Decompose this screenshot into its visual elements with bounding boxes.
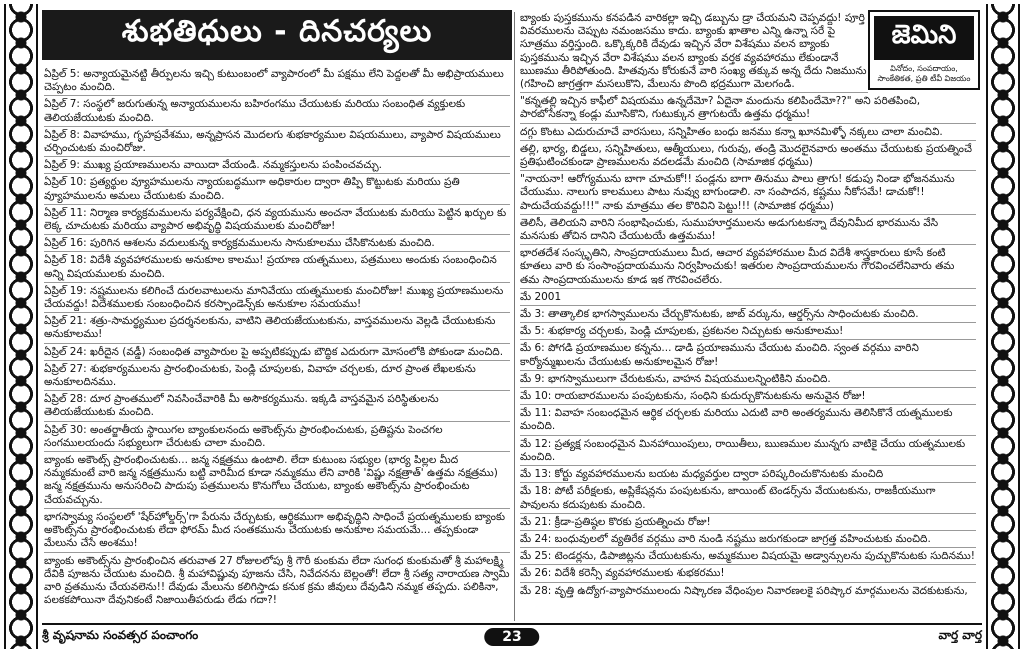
- left-decorative-border: [4, 4, 38, 649]
- entry: మే 10: రాయబారములను పంపుటకును, సంధిని కుదుర్చుకొనుటకును అనువైన రోజు!: [520, 390, 976, 405]
- logo-tagline: వినోదం, సంపదాయం, సాంకేతికత, ప్రతి టీవీ విజయం: [877, 64, 971, 83]
- entry: ఏప్రిల్ 21: శత్రు-సామర్థ్యముల ప్రదర్శనలకును, వాటిని తెలియజేయుటకును, వాస్తవములను వెల్లడి చేయుటకును అనుకూలము!: [44, 315, 510, 343]
- entry: బ్యాంకు పుస్తకమును కనపడిన వారికల్లా ఇచ్చి డబ్బును డ్రా చేయమని చెప్పవద్దు! పూర్తి వివరములను చెప్పుట నమంజసము కాదు. బ్యాంకు ఖాతాల ఎన్ని ఉన్నా సరే పై సూత్రము వర్తిస్తుంది. ఒక్కొక్కరికి దేవుడు ఇచ్చిన వేరా విశేషము వలన బ్యాంకు పుస్తకమును ఇచ్చిన వేరా విశేషము వలన బ్యాంకు వర్తక వ్యవహారము లేకుండానే ఋణము తీరిపోతుంది. హితవును కోరుకునే వారి సంఖ్య తక్కువ అన్న దేదు నిజమును (గహించి జాగ్రత్తగా మసలుకొని, మేలును పొంది భద్రముగా మెలగండి.: [520, 12, 868, 93]
- entry: ఏప్రిల్ 10: ప్రత్యర్థుల వ్యూహములను న్యాయబద్ధముగా అధికారుల ద్వారా తిప్పి కొట్టుటకు మరియు ప్రతి వ్యూహములను అమలు చేయుటకు మంచిది.: [44, 176, 510, 204]
- section-heading: మే 2001: [520, 291, 976, 306]
- entry: తల్లి, భార్య, బిడ్డలు, సన్నిహితులు, ఆత్మీయులు, గురువు, తండ్రి మొదలైనవారు అంతము చేయుటకు ప్రయత్నించే ప్రతిఘటించకుండా ప్రాణములను వదలడమే మంచిది (సామాజిక ధర్మము): [520, 143, 976, 171]
- footer-publication: శ్రీ వృషనామ సంవత్సర పంచాంగం: [42, 627, 199, 642]
- entry: ఏప్రిల్ 7: సంస్థలో జరుగుతున్న అన్యాయములను బహిరంగము చేయుటకు మరియు సంబంధిత వ్యక్తులకు తెలియజేయుటకు మంచిది.: [44, 98, 510, 126]
- entry: ఏప్రిల్ 5: అన్యాయమైనట్టి తీర్పులను ఇచ్చి కుటుంబంలో వ్యాపారంలో మీ పక్షము లేని పెద్దలతో మీ అభిప్రాయములు చెప్పటం మంచిది.: [44, 68, 510, 96]
- entry: ఏప్రిల్ 24: ఖరీదైన (వడ్డీ) సంబంధిత వ్యాపారుల పై అప్పటికప్పుడు బౌద్ధిక ఎదురుగా మోసంలోకి పోకుండా మంచిది.: [44, 346, 510, 361]
- entry: ఏప్రిల్ 30: అంతర్జాతీయ స్థాయిగల బ్యాంకులనందు అకౌంట్స్‌ను ప్రారంభించుటకు, ప్రతిష్టను పెంచగల సంగములయందు సభ్యులుగా చేరుటకు చాలా మంచిది.: [44, 424, 510, 452]
- entry: ఏప్రిల్ 16: పురిగిన ఆశలను వదులుకున్న కార్యక్రమములను సానుకూలము చేసికొనుటకు మంచిది.: [44, 237, 510, 252]
- left-column: [44, 68, 510, 610]
- entry: తెలిసీ, తెలియని వారిని సంభాషించుకు, సుముహూర్తములను అడుగుటకన్నా దేవునిమీద భారమును వేసి మనసుకు తోచిన దానిని చేయుటయే ఉత్తమము!: [520, 217, 976, 245]
- page: [42, 6, 982, 647]
- entry: భాగస్వామ్య సంస్థలలో 'షేర్‌హోల్డర్స్‌'గా పేరును చేర్చుటకు, ఆర్థికముగా అభివృద్ధిని సాధించే ప్రయత్నములకు బ్యాంకు అకౌంట్స్‌ను ప్రారంభించుటకు లేదా ఫోరమ్ మీద సంతకమును చేయుటకు అనుకూల సమయమే... తప్పకుండా మేలును చేసే అంశము!: [44, 511, 510, 553]
- entry: మే 28: వృత్తి ఉద్యోగ-వ్యాపారములందు నిష్కారణ వేధింపుల నివారణలకై పరిష్కార మార్గములను వెదకుటకును,: [520, 584, 968, 597]
- logo-brand: జెమిని: [874, 16, 974, 60]
- page-title: శుభతిధులు - దినచర్యలు: [42, 10, 512, 60]
- page-number: 23: [484, 628, 539, 646]
- entry: మే 3: తాత్కాలిక భాగస్వాములను చేర్చుకొనుటకు, జాబ్ వర్కును, ఆర్డర్స్‌ను సాధించుటకు మంచిది.: [520, 308, 976, 323]
- entry: మే 25: టెండర్లను, డిపాజిట్లను చేయుటకును, అమ్మకముల విషయమై అడ్వాన్సులను పుచ్చుకొనుటకు సుదినము!: [520, 550, 976, 565]
- entry: "నాయనా! ఆరోగ్యమును బాగా చూచుకో!! పండ్లను బాగా తినుము పాలు త్రాగు! కడుపు నిండా భోజనమును చేయుము. నాలుగు కాలములు పాటు నువ్వు బాగుండాలి. నా సంపాదన, కష్టము నీకోసమే! డాచుకో!! పాదుచేయవద్దు!!!" నాకు మాత్రము తల కొరివిని పెట్టు!!! (సామాజిక ధర్మము): [520, 173, 976, 215]
- entry: ఏప్రిల్ 28: దూర ప్రాంతములో నివసించేవారికి మీ అసౌకర్యమును. ఇక్కడి వాస్తవమైన పరిస్థితులను తెలియజేయుటకు మంచిది.: [44, 393, 510, 421]
- footer-brand: వార్త వార్త: [938, 627, 982, 642]
- entry: భారతదేశ సంస్కృతిని, సాంప్రదాయములు మీద, ఆచార వ్యవహారముల మీద విదేశీ శాస్త్రకారులు కూసే కంటి కూతలు వారి కు సంసాంప్రదాయమును నిర్వహించుకు! ఇతరుల సాంప్రదాయములను గౌరవించలేనివారు తమ తమ సాంప్రదాయములను కూడ ఇక గౌరవించలేరు.: [520, 247, 976, 289]
- entry: మే 11: వివాహ సంబంధమైన ఆర్థిక చర్చలకు మరియు ఎదుటి వారి అంతర్యమును తెలిసికొనే యత్నములకు మంచిది.: [520, 407, 976, 435]
- entry: మే 21: క్రీడా-ప్రతిష్ఠల కొరకు ప్రయత్నించు రోజు!: [520, 516, 976, 531]
- entry: దగ్గు కొంటు ఎదురుచూచే వారసులు, సన్నిహితం బంధు జనము కన్నా ఖూనమిళ్ళో నక్కలు చాలా మంచివి.: [520, 126, 976, 141]
- entry: మే 13: కోర్టు వ్యవహారములను బయట మధ్యవర్తుల ద్వారా పరిష్కరించుకొనుటకు మంచిది: [520, 468, 976, 483]
- entry: ఏప్రిల్ 19: నష్టములను కలిగించే దురలవాటులను మానివేయు యత్నములకు మంచిరోజు! ముఖ్య ప్రయాణములను చేయవద్దు! విదేశములకు సంబంధించిన కరస్పాండెన్స్‌కు అనుకూల సమయము!: [44, 285, 510, 313]
- entry: మే 5: శుభకార్య చర్చలకు, పెండ్లి చూపులకు, ప్రకటనల నిచ్చుటకు అనుకూలము!: [520, 325, 976, 340]
- entry: ఏప్రిల్ 9: ముఖ్య ప్రయాణములను వాయిదా వేయండి. నమ్మకస్తులను పంపించవచ్చు.: [44, 159, 510, 174]
- entry: మే 12: ప్రత్యక్ష సంబంధమైన మినహాయింపులు, రాయితీలు, ఋణముల మున్నగు వాటికై చేయు యత్నములకు మంచిది.: [520, 438, 976, 466]
- entry: ఏప్రిల్ 8: వివాహము, గృహప్రవేశము, అన్నప్రాసన మొదలగు శుభకార్యముల విషయములు, వ్యాపార విషయములు చర్చించుటకు మంచిరోజు.: [44, 129, 510, 157]
- entry: మే 26: విదేశీ కరెన్సీ వ్యవహారములకు శుభకరము!: [520, 567, 976, 582]
- entry: మే 9: భాగస్వాములుగా చేరుటకును, వాహన విషయములన్నింటికిని మంచిది.: [520, 373, 976, 388]
- right-decorative-border: [986, 4, 1020, 649]
- entry: మే 24: బంధువులలో వ్యతిరేక వర్గము వారి నుండి నష్టము జరుగకుండా జాగ్రత్త వహించుటకు మంచిది.: [520, 533, 976, 548]
- column-divider: [514, 12, 515, 621]
- entry: ఏప్రిల్ 18: విదేశీ వ్యవహారములకు అనుకూల కాలము! ప్రయాణ యత్నములు, పత్రములు అందుకు సంబంధించిన అన్ని విషయములకు మంచిది.: [44, 254, 510, 282]
- footer: [42, 623, 982, 647]
- entry: మే 18: పోటీ పరీక్షలకు, అప్లికేషన్లను పంపుటకును, జాయింట్ టెండర్స్‌ను వేయుటకును, రాజకీయముగా పావులను కదుపుటకు మంచిది.: [520, 485, 976, 513]
- entry: "కన్నతల్లి ఇచ్చిన కాఫీలో విషయము ఉన్నదేమో? ఏదైనా మందును కలిపిందేమో??" అని పరితపించి, పారబోసేకన్నా కండ్లు మూసికొని, గుటుక్కున త్రాగుటయే ఉత్తమ ధర్మము!: [520, 95, 976, 123]
- right-column: [520, 12, 976, 601]
- entry: ఏప్రిల్ 11: నిర్మాణ కార్యక్రమములను పర్యవేక్షించి, ధన వ్యయమును అంచనా వేయుటకు మరియు పెట్టిన ఖర్చుల కు లెక్క చూచుటకు మరియు వ్యాపార అభివృద్ధి విషయములకు మంచిరోజు!: [44, 207, 510, 235]
- entry: బ్యాంకు అకౌంట్స్‌ను ప్రారంభించిన తరువాత 27 రోజులలోపు శ్రీ గౌరీ కుంకుమ లేదా సుగంధ కుంకుమతో శ్రీ మహాలక్ష్మి దేవికి పూజను చేయుట మంచిది. శ్రీ మహావిష్ణువు పూజను చేసి, నివేదనను బెల్లంతో! లేదా శ్రీ సత్య నారాయణ స్వామి వారి వ్రతమును చేయవలెను!! దేవుడు మేలును కలిగిస్తాడు కనుక క్రమ జీవులు దేవుడిని నమ్మక తప్పదు. పలికినా, పలకకపోయినా దేవునికంటే నిజాయితీపరుడు లేడు గదా?!: [44, 554, 510, 607]
- entry: మే 6: పోగడి ప్రయాణముల కన్నను... డాడి ప్రయాణమును చేయుట మంచిది. స్వంత వర్గము వారిని కార్యోన్ముఖులను చేయుటకు అనుకూలమైన రోజు!: [520, 342, 976, 370]
- entry: బ్యాంకు అకౌంట్స్ ప్రారంభించుటకు... జన్మ నక్షత్రము ఉంటాలి. లేదా కుటుంబ సభ్యుల (భార్య పిల్లల మీద నమ్మకమంటే వారి జన్మ నక్షత్రమును బట్టి వారిమీద కూడా నమ్మకము లేని వారికి 'విష్ణు నక్షత్రాత్' ఉత్తమ నక్షత్రము) జన్మ నక్షత్రమును అనుసరించి పాదుపు పత్రములను కొనుగోలు చేయుట, బ్యాంకు అకౌంట్స్‌ను ప్రారంభించుట చేయవచ్చును.: [44, 454, 510, 509]
- entry: ఏప్రిల్ 27: శుభకార్యములను ప్రారంభించుటకు, పెండ్లి చూపులకు, వివాహ చర్చలకు, దూర ప్రాంత లేఖలకును అనుకూలదినము.: [44, 363, 510, 391]
